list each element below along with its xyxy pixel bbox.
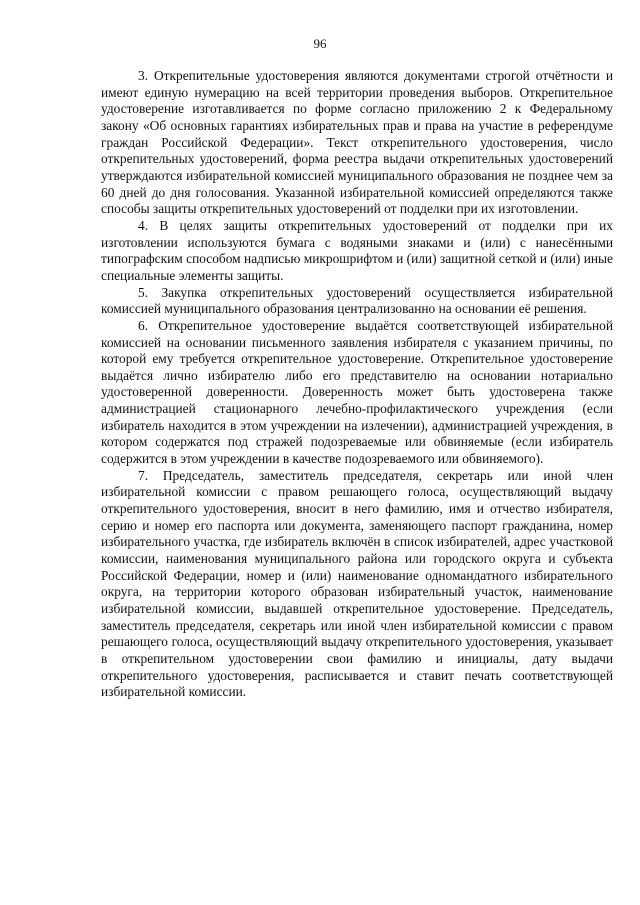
document-body xyxy=(101,68,613,701)
paragraph-3: 3. Открепительные удостоверения являются документами строгой отчётности и имеют единую нумерацию на всей территории проведения выборов. Открепительное удостоверение изготавливается по форме согласно приложению 2 к Федеральному закону «Об основных гарантиях избирательных прав и права на участие в референдуме граждан Российской Федерации». Текст открепительного удостоверения, число открепительных удостоверений, форма реестра выдачи открепительных удостоверений утверждаются избирательной комиссией муниципального образования не позднее чем за 60 дней до дня голосования. Указанной избирательной комиссией определяются также способы защиты открепительных удостоверений от подделки при их изготовлении. xyxy=(101,68,613,217)
page-number: 96 xyxy=(313,36,327,51)
paragraph-6: 6. Открепительное удостоверение выдаётся соответствующей избирательной комиссией на основании письменного заявления избирателя с указанием причины, по которой ему требуется открепительное удостоверение. Открепительное удостоверение выдаётся лично избирателю либо его представителю на основании нотариально удостоверенной доверенности. Доверенность может быть удостоверена также администрацией стационарного лечебно-профилактического учреждения (если избиратель находится в этом учреждении на излечении), администрацией учреждения, в котором содержатся под стражей подозреваемые или обвиняемые (если избиратель содержится в этом учреждении в качестве подозреваемого или обвиняемого). xyxy=(101,317,613,467)
paragraph-5: 5. Закупка открепительных удостоверений осуществляется избирательной комиссией муниципального образования централизованно на основании её решения. xyxy=(101,284,613,317)
paragraph-4: 4. В целях защиты открепительных удостоверений от подделки при их изготовлении используются бумага с водяными знаками и (или) с нанесёнными типографским способом надписью микрошрифтом и (или) защитной сеткой и (или) иные специальные элементы защиты. xyxy=(101,217,613,283)
paragraph-7: 7. Председатель, заместитель председателя, секретарь или иной член избирательной комиссии с правом решающего голоса, осуществляющий выдачу открепительного удостоверения, вносит в него фамилию, имя и отчество избирателя, серию и номер его паспорта или документа, заменяющего паспорт гражданина, номер избирательного участка, где избиратель включён в список избирателей, адрес участковой комиссии, наименования муниципального района или городского округа и субъекта Российской Федерации, номер и (или) наименование одномандатного избирательного округа, на территории которого образован избирательный участок, наименование избирательной комиссии, выдавшей открепительное удостоверение. Председатель, заместитель председателя, секретарь или иной член избирательной комиссии с правом решающего голоса, осуществляющий выдачу открепительного удостоверения, указывает в открепительном удостоверении свои фамилию и инициалы, дату выдачи открепительного удостоверения, расписывается и ставит печать соответствующей избирательной комиссии. xyxy=(101,467,613,700)
